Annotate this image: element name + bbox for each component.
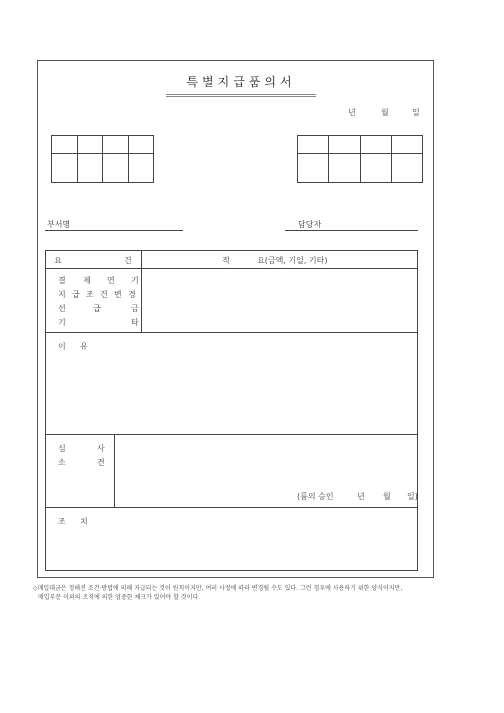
condition-2-c2: 급 <box>72 290 80 299</box>
date-day-label: 일 <box>412 108 420 117</box>
approval-cell[interactable] <box>103 154 129 183</box>
review-label-2b: 견 <box>97 458 105 467</box>
condition-2-c6: 경 <box>128 290 136 299</box>
footnote-line-2: 매입부문 이외의 조직에 의한 엄중한 체크가 있어야 할 것이다. <box>38 594 201 601</box>
approval-cell[interactable] <box>128 154 154 183</box>
header-left-b: 건 <box>124 256 132 265</box>
action-row[interactable] <box>46 508 417 570</box>
condition-3-c3: 금 <box>131 304 139 313</box>
reason-row[interactable] <box>46 333 417 435</box>
reason-label-a: 이 <box>58 342 66 351</box>
approval-box-right <box>297 135 423 183</box>
approval-cell[interactable] <box>391 154 422 183</box>
condition-1-c3: 연 <box>107 276 115 285</box>
approval-cell[interactable] <box>298 154 329 183</box>
action-label-a: 조 <box>58 517 66 526</box>
person-field[interactable] <box>285 230 418 231</box>
header-left-a: 요 <box>54 256 62 265</box>
header-right-a: 적 <box>222 256 230 265</box>
date-month-label: 월 <box>381 108 389 117</box>
approval-cell[interactable] <box>77 154 103 183</box>
approval-note-d: 일) <box>407 492 418 501</box>
review-label-2a: 소 <box>58 458 66 467</box>
footnote <box>33 584 478 602</box>
date-year-label: 년 <box>348 108 356 117</box>
approval-cell[interactable] <box>52 136 78 154</box>
approval-cell[interactable] <box>52 154 78 183</box>
date-line <box>346 107 420 121</box>
condition-1-c1: 결 <box>58 276 66 285</box>
condition-2-c4: 건 <box>100 290 108 299</box>
approval-note-c: 월 <box>383 492 391 501</box>
condition-2-c5: 변 <box>114 290 122 299</box>
condition-2-c3: 조 <box>86 290 94 299</box>
approval-box-left <box>51 135 154 183</box>
approval-cell[interactable] <box>360 154 391 183</box>
table-header-row <box>46 251 417 269</box>
approval-cell[interactable] <box>329 154 360 183</box>
approval-cell[interactable] <box>360 136 391 154</box>
condition-3-c1: 선 <box>58 304 66 313</box>
review-row[interactable] <box>46 435 417 508</box>
condition-4-c2: 타 <box>131 318 139 327</box>
header-right-b: 요(금액, 기일, 기타) <box>257 256 328 265</box>
review-label-1a: 심 <box>58 444 66 453</box>
reason-label-b: 유 <box>80 342 88 351</box>
main-table <box>45 250 418 571</box>
action-label-b: 치 <box>80 517 88 526</box>
document-title: 특별지급품의서 <box>166 74 316 97</box>
condition-2-c1: 지 <box>58 290 66 299</box>
approval-cell[interactable] <box>103 136 129 154</box>
approval-cell[interactable] <box>329 136 360 154</box>
condition-1-c4: 기 <box>131 276 139 285</box>
department-label: 부서명 <box>47 220 71 229</box>
department-field[interactable] <box>45 230 183 231</box>
conditions-row <box>46 269 417 333</box>
approval-cell[interactable] <box>77 136 103 154</box>
approval-note-b: 년 <box>357 492 365 501</box>
condition-4-c1: 기 <box>58 318 66 327</box>
approval-cell[interactable] <box>391 136 422 154</box>
condition-3-c2: 급 <box>93 304 101 313</box>
review-label-1b: 사 <box>97 444 105 453</box>
approval-cell[interactable] <box>128 136 154 154</box>
review-divider <box>114 435 115 508</box>
approval-cell[interactable] <box>298 136 329 154</box>
person-label: 담당자 <box>298 220 322 229</box>
footnote-line-1: ◇매입대금은 정해진 조건·방법에 의해 지급되는 것이 원칙이지만, 여러 사정에 따라 변경될 수도 있다. 그런 경우에 사용하기 위한 양식이지만, <box>33 585 403 592</box>
approval-note-a: (품의 승인 <box>297 492 334 501</box>
condition-1-c2: 제 <box>83 276 91 285</box>
